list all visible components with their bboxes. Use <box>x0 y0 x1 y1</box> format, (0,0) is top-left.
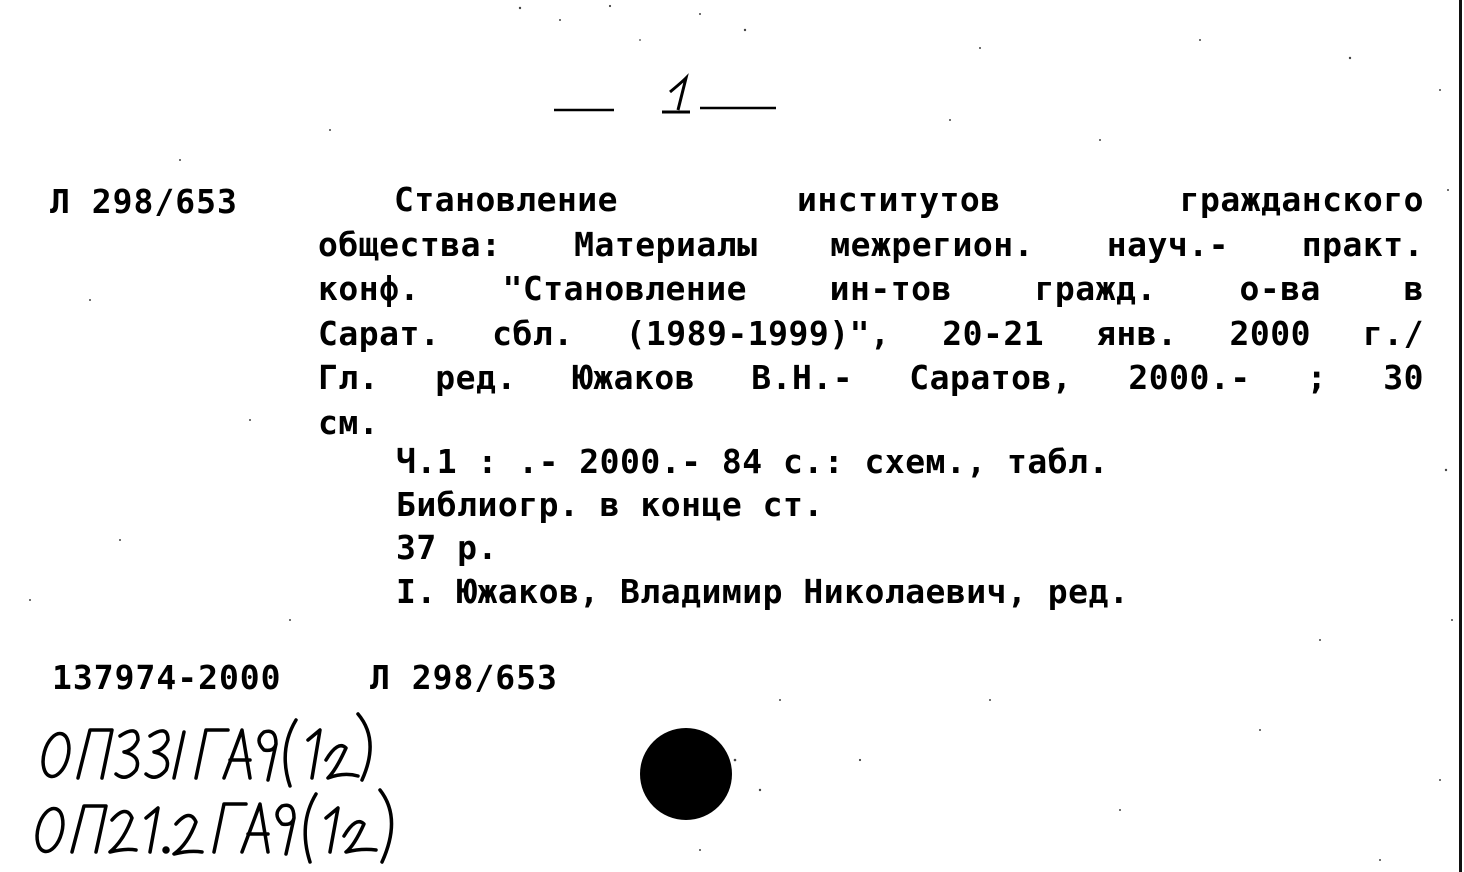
price: 37 р. <box>396 528 498 567</box>
handwritten-classification <box>28 700 488 870</box>
card-right-edge <box>1459 0 1462 872</box>
page-number-mark <box>550 70 790 130</box>
call-number-bottom: Л 298/653 <box>370 658 558 697</box>
part-line: Ч.1 : .- 2000.- 84 с.: схем., табл. <box>396 442 1109 481</box>
entry-line: Становление институтов гражданского <box>394 180 1424 219</box>
entry-line: конф. "Становление ин-тов гражд. о-ва в <box>318 269 1424 309</box>
entry-line: Гл. ред. Южаков В.Н.- Саратов, 2000.- ; 30 <box>318 358 1424 398</box>
entry-line: общества: Материалы межрегион. науч.- практ. <box>318 224 1424 264</box>
added-entry: I. Южаков, Владимир Николаевич, ред. <box>396 572 1130 611</box>
entry-line: Сарат. сбл. (1989-1999)", 20-21 янв. 2000 г./ <box>318 313 1424 353</box>
entry-line: см. <box>318 402 380 442</box>
bibliographic-entry <box>318 178 1424 446</box>
punch-hole <box>640 728 732 820</box>
bibliography-note: Библиогр. в конце ст. <box>396 485 824 524</box>
call-number-top: Л 298/653 <box>50 182 238 221</box>
inventory-number: 137974-2000 <box>52 658 282 697</box>
